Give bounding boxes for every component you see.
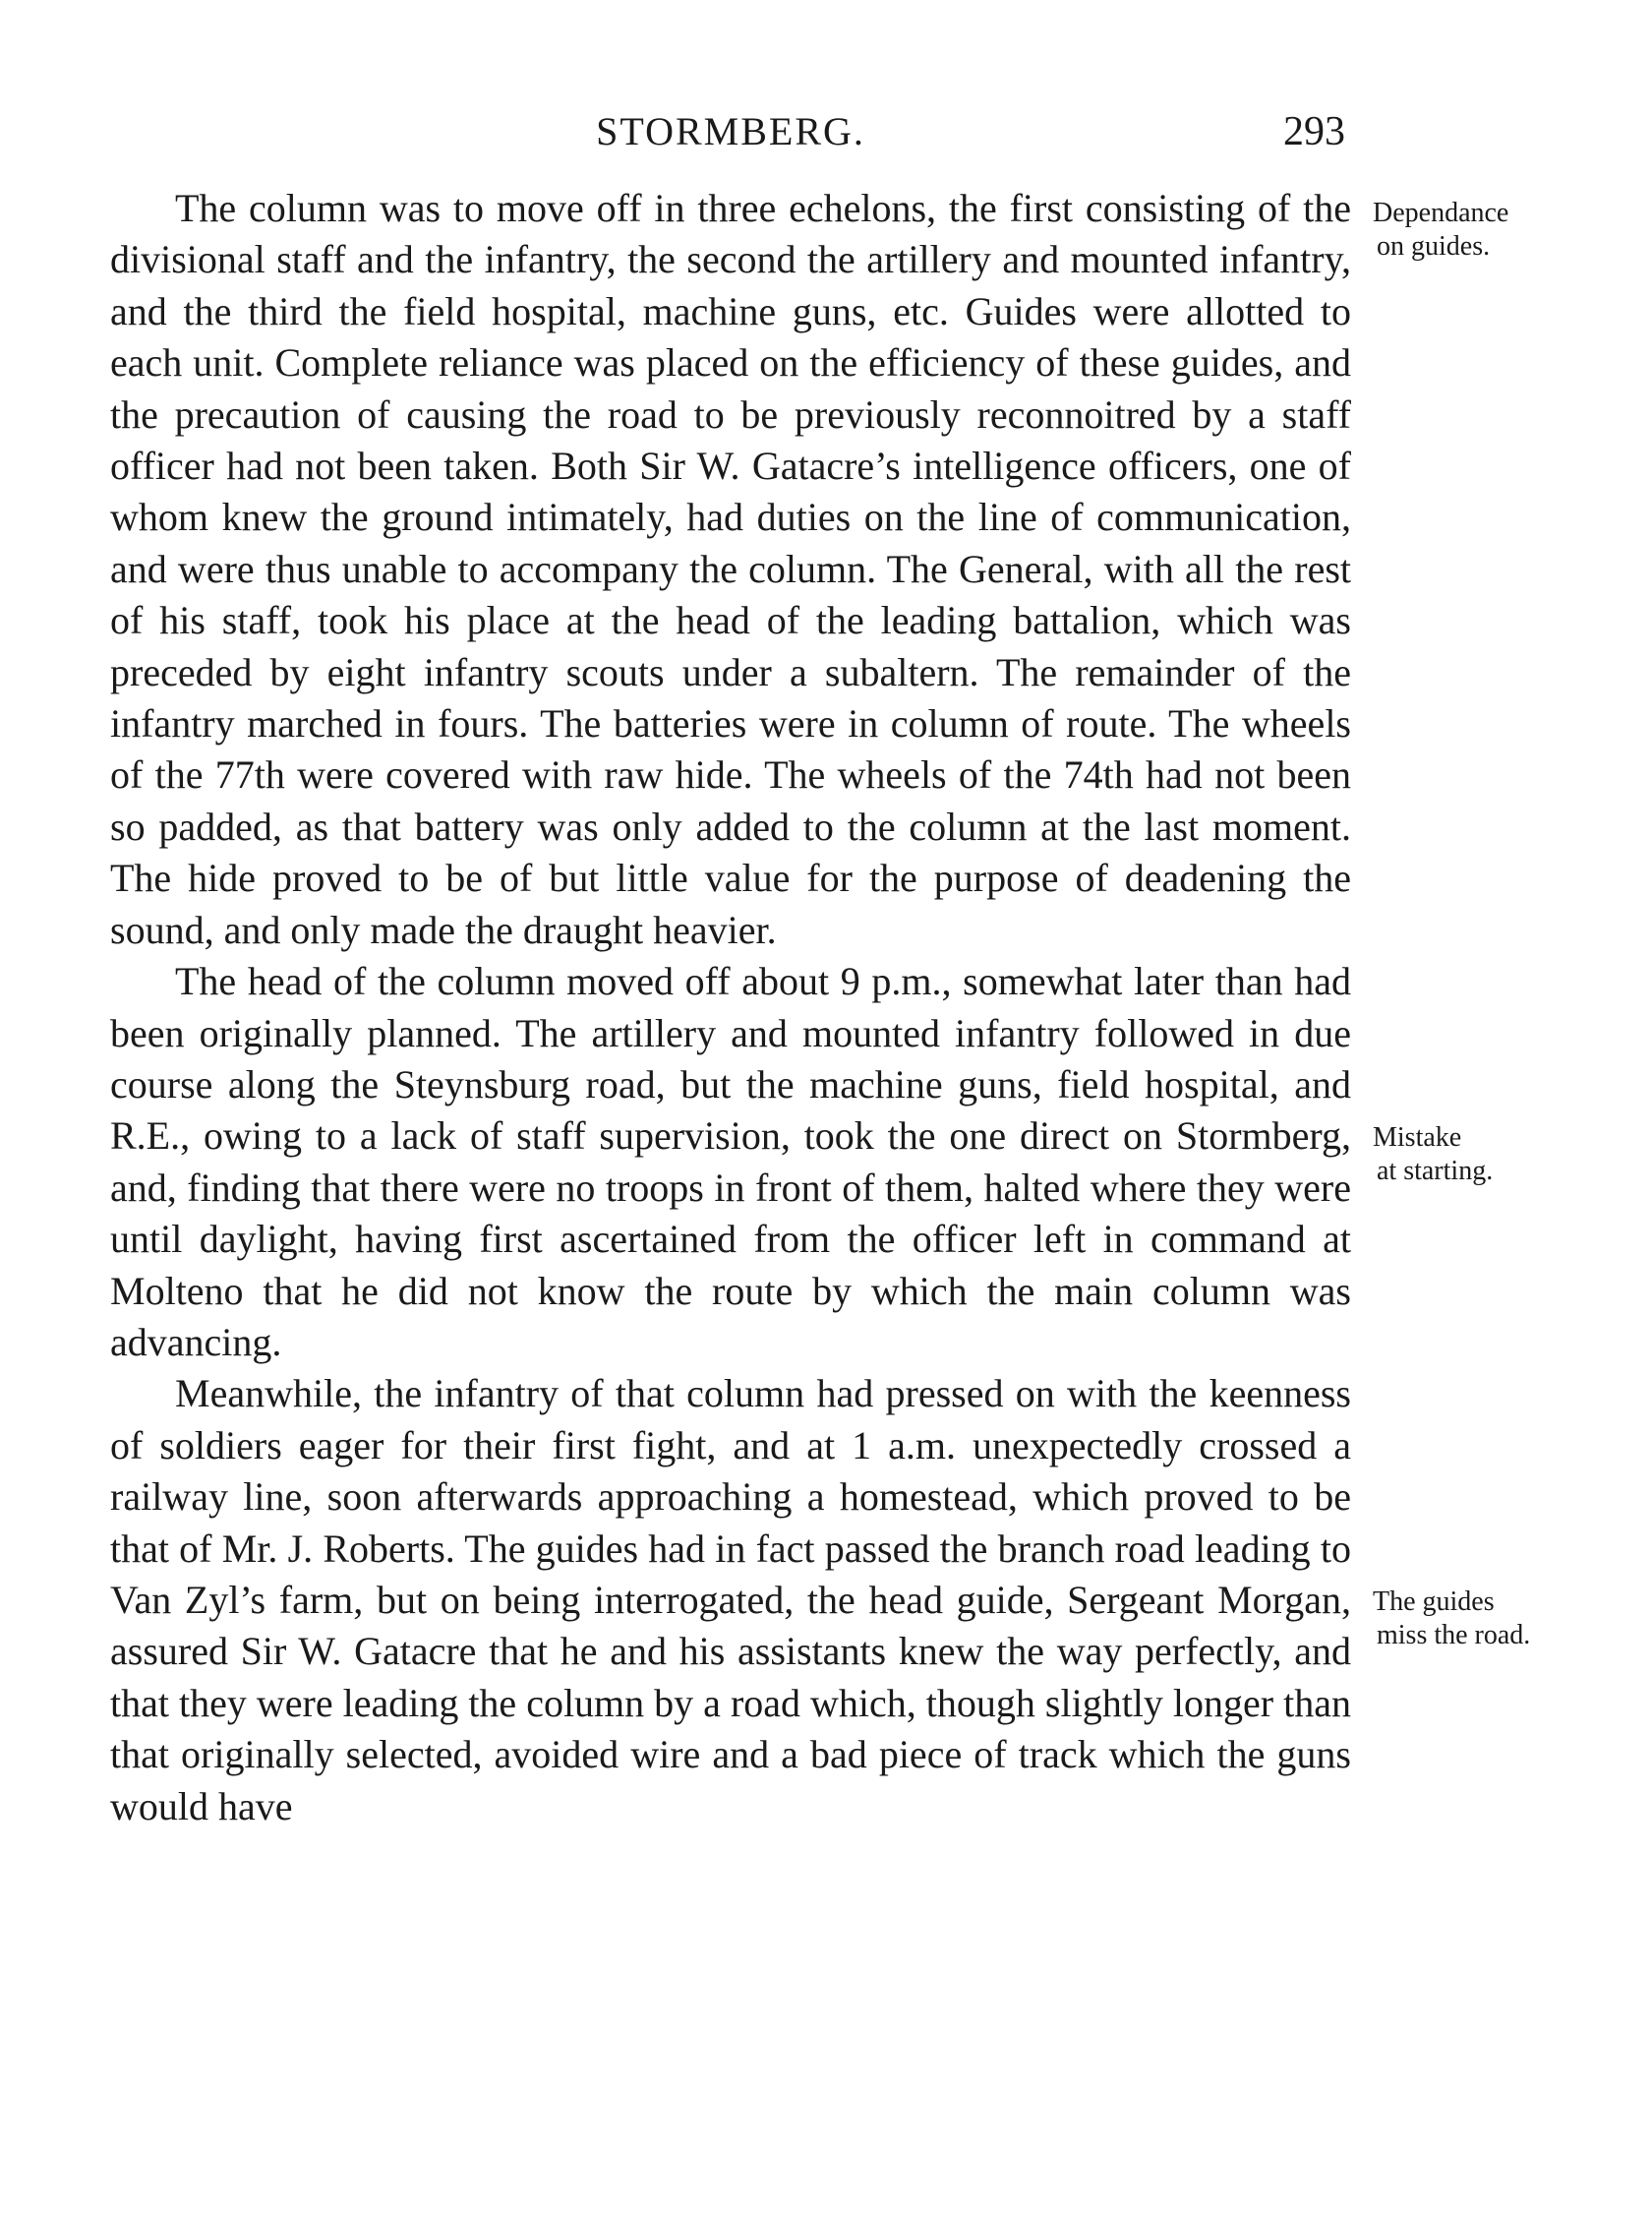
paragraph-1: The column was to move off in three echelons, the first consisting of the divisional staff and the infantry, the second the artillery and mounted infantry, and the third the field hospital, machine guns, etc. Guides were allotted to each unit. Complete reliance was placed on the efficiency of these guides, and the precaution of causing the road to be previously reconnoitred by a staff officer had not been taken. Both Sir W. Gatacre’s intelligence officers, one of whom knew the ground intimately, had duties on the line of communication, and were thus unable to accompany the column. The General, with all the rest of his staff, took his place at the head of the leading battalion, which was preceded by eight infantry scouts under a subaltern. The remainder of the infantry marched in fours. The batteries were in column of route. The wheels of the 77th were covered with raw hide. The wheels of the 74th had not been so padded, as that battery was only added to the column at the last moment. The hide proved to be of but little value for the purpose of deadening the sound, and only made the draught heavier. xyxy=(110,186,1351,952)
body-text xyxy=(110,183,1351,1832)
sidenote-guides-miss-road xyxy=(1373,1585,1638,1652)
sidenote-line: on guides. xyxy=(1377,231,1491,262)
page-number: 293 xyxy=(1283,109,1345,154)
sidenote-line: The guides xyxy=(1373,1586,1495,1617)
sidenote-line: miss the road. xyxy=(1377,1620,1531,1650)
paragraph-3: Meanwhile, the infantry of that column had pressed on with the keenness of soldiers eager for their first fight, and at 1 a.m. unexpectedly crossed a railway line, soon afterwards approaching a homestead, which proved to be that of Mr. J. Roberts. The guides had in fact passed the branch road leading to Van Zyl’s farm, but on being interrogated, the head guide, Sergeant Morgan, assured Sir W. Gatacre that he and his assistants knew the way perfectly, and that they were leading the column by a road which, though slightly longer than that originally selected, avoided wire and a bad piece of track which the guns would have xyxy=(110,1371,1351,1828)
sidenote-line: Mistake xyxy=(1373,1122,1462,1153)
running-title: STORMBERG. xyxy=(596,109,865,153)
page-header xyxy=(110,102,1351,161)
paragraph-2: The head of the column moved off about 9 p.m., somewhat later than had been originally planned. The artillery and mounted infantry followed in due course along the Steynsburg road, but the machine guns, field hospital, and R.E., owing to a lack of staff supervision, took the one direct on Stormberg, and, finding that there were no troops in front of them, halted where they were until daylight, having first ascertained from the officer left in command at Molteno that he did not know the route by which the main column was advancing. xyxy=(110,959,1351,1364)
sidenote-mistake-at-starting xyxy=(1373,1121,1638,1188)
sidenote-dependance-on-guides xyxy=(1373,197,1638,264)
sidenote-line: Dependance xyxy=(1373,198,1509,228)
sidenote-line: at starting. xyxy=(1377,1156,1494,1186)
